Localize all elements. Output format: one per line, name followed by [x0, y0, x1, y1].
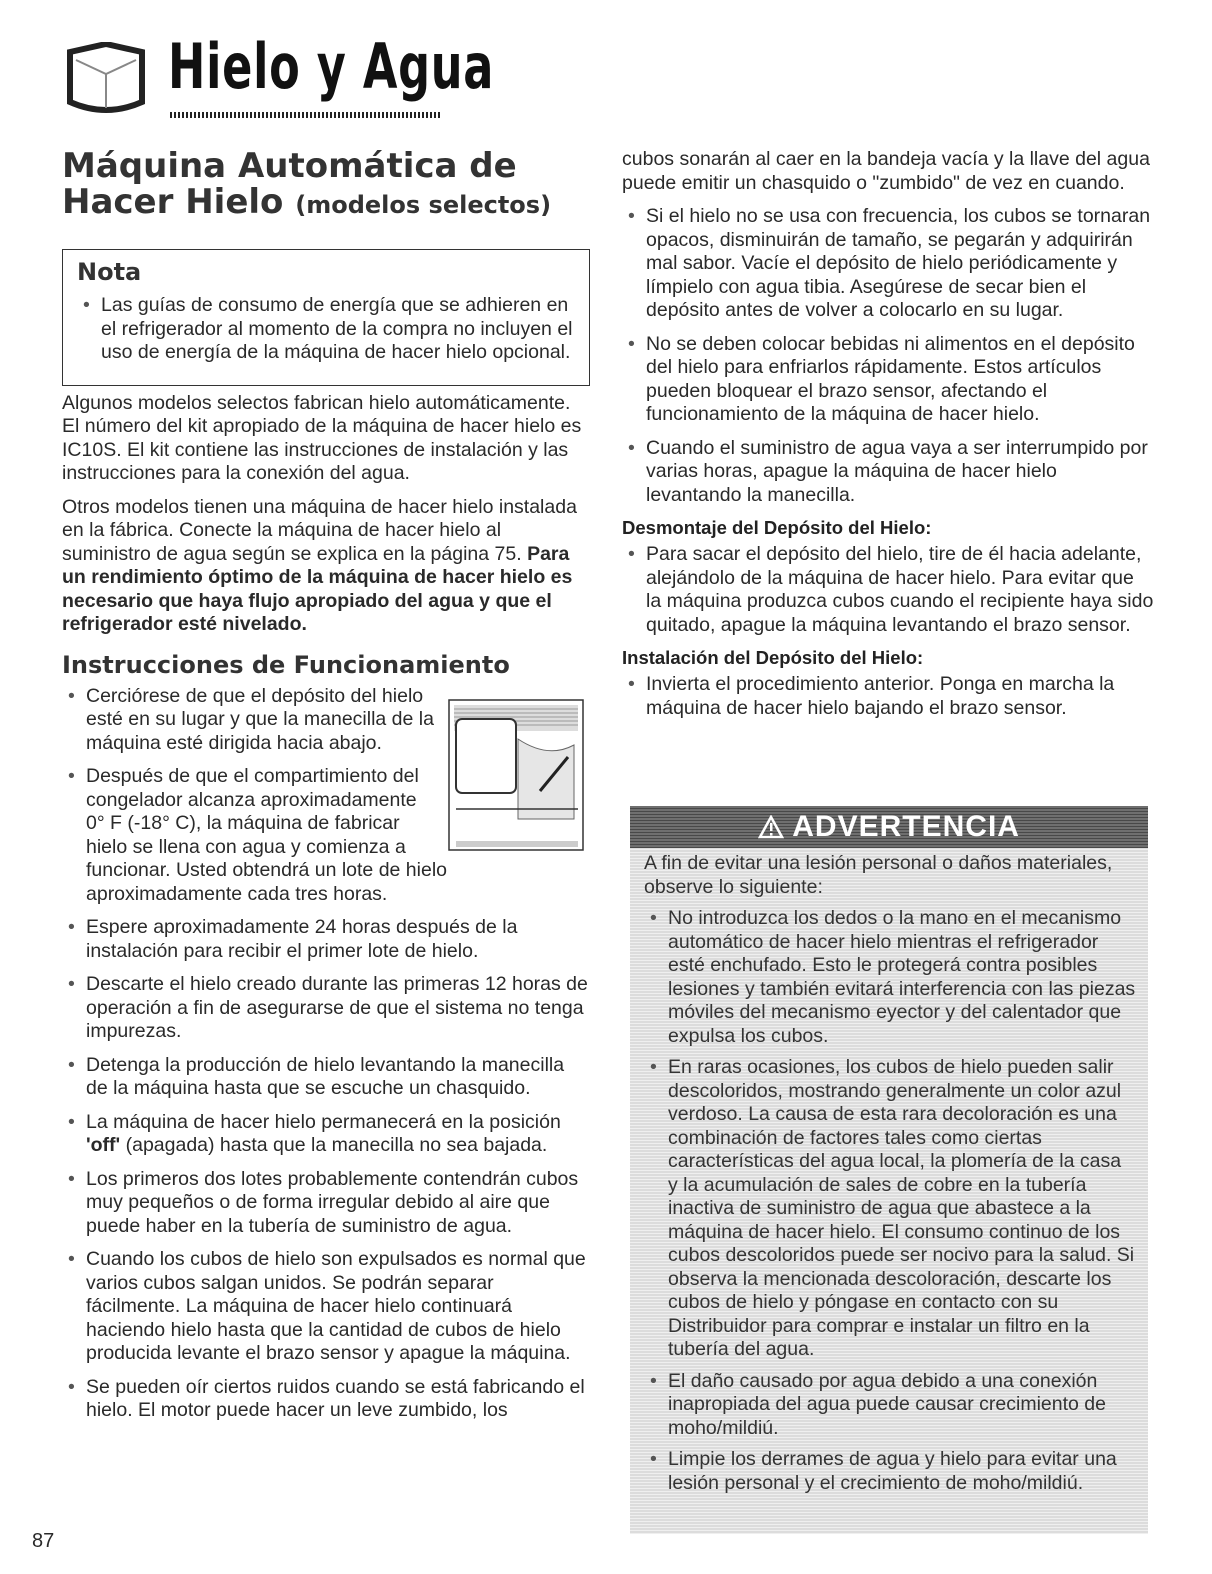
warning-item: • En raras ocasiones, los cubos de hielo pueden salir descoloridos, mostrando generalmente un color azul verdoso. La causa de esta rara decoloración es una combinación de factores tales como ciertas características del agua local, la plomería de la casa y la acumulación de sales de cobre en la tubería inactiva de suministro de agua que abastece a la máquina de hacer hielo. El consumo continuo de los cubos descoloridos puede ser nocivo para la salud. Si observa la mencionada descoloración, descarte los cubos de hielo y póngase en contacto con su Distribuidor para comprar e instalar un filtro en la tubería del agua.	[644, 1056, 1136, 1362]
warning-title: ADVERTENCIA	[792, 810, 1020, 843]
list-item: • Detenga la producción de hielo levantando la manecilla de la máquina hasta que se escuche un chasquido.	[62, 1054, 590, 1101]
subheading-instructions: Instrucciones de Funcionamiento	[62, 650, 510, 679]
list-item: • Cuando los cubos de hielo son expulsados es normal que varios cubos salgan unidos. Se podrán separar fácilmente. La máquina de hacer hielo continuará haciendo hielo hasta que la cantidad de cubos de hielo producida levante el brazo sensor y apague la máquina.	[62, 1248, 590, 1366]
warning-box	[630, 806, 1148, 1534]
list-item: • Cuando el suministro de agua vaya a ser interrumpido por varias horas, apague la máquina de hacer hielo levantando la manecilla.	[622, 437, 1154, 508]
list-item: • Para sacar el depósito del hielo, tire de él hacia adelante, alejándolo de la máquina de hacer hielo. Para evitar que la máquina produzca cubos cuando el recipiente haya sido quitado, apague la máquina levantando el brazo sensor.	[622, 543, 1154, 637]
left-column	[62, 148, 590, 1433]
list-item: • No se deben colocar bebidas ni alimentos en el depósito del hielo para enfriarlos rápidamente. Estos artículos pueden bloquear el brazo sensor, afectando el funcionamiento de la máquina de hacer hielo.	[622, 333, 1154, 427]
list-item: • Si el hielo no se usa con frecuencia, los cubos se tornaran opacos, disminuirán de tamaño, se pegarán y adquirirán mal sabor. Vacíe el depósito de hielo periódicamente y límpielo con agua tibia. Asegúrese de secar bien el depósito antes de volver a colocarlo en su lugar.	[622, 205, 1154, 323]
paragraph: cubos sonarán al caer en la bandeja vacía y la llave del agua puede emitir un chasquido o "zumbido" de vez en cuando.	[622, 148, 1150, 194]
page-number: 87	[32, 1530, 55, 1552]
list-item: • Después de que el compartimiento del congelador alcanza aproximadamente 0° F (-18° C), la máquina de fabricar hielo se llena con agua y comienza a funcionar. Usted obtendrá un lote de hielo aproximadamente cada tres horas.	[62, 765, 590, 906]
list-item: • Invierta el procedimiento anterior. Ponga en marcha la máquina de hacer hielo bajando el brazo sensor.	[622, 673, 1154, 720]
note-box	[62, 249, 590, 386]
removal-heading: Desmontaje del Depósito del Hielo:	[622, 517, 932, 538]
warning-item: • El daño causado por agua debido a una conexión inapropiada del agua puede causar crecimiento de moho/mildiú.	[644, 1370, 1136, 1441]
list-item: • Cerciórese de que el depósito del hielo esté en su lugar y que la manecilla de la máquina esté dirigida hacia abajo.	[62, 685, 590, 756]
list-item: • Descarte el hielo creado durante las primeras 12 horas de operación a fin de asegurarse de que el sistema no tenga impurezas.	[62, 973, 590, 1044]
section-title: Máquina Automática de Hacer Hielo (modelos selectos)	[62, 146, 552, 222]
note-title: Nota	[77, 258, 142, 286]
list-item: • Se pueden oír ciertos ruidos cuando se está fabricando el hielo. El motor puede hacer un leve zumbido, los	[62, 1376, 590, 1423]
list-item: • La máquina de hacer hielo permanecerá en la posición 'off' (apagada) hasta que la manecilla no sea bajada.	[62, 1111, 590, 1158]
paragraph: Algunos modelos selectos fabrican hielo automáticamente. El número del kit apropiado de la máquina de hacer hielo es IC10S. El kit contiene las instrucciones de instalación y las instrucciones para la conexión del agua.	[62, 391, 582, 484]
right-column	[622, 148, 1154, 730]
ice-cube-icon	[62, 42, 148, 116]
title-underline	[170, 112, 442, 118]
warning-intro: A fin de evitar una lesión personal o daños materiales, observe lo siguiente:	[644, 852, 1113, 898]
install-heading: Instalación del Depósito del Hielo:	[622, 647, 924, 668]
warning-header	[630, 806, 1148, 848]
paragraph: Otros modelos tienen una máquina de hacer hielo instalada en la fábrica. Conecte la máquina de hacer hielo al suministro de agua según se explica en la página 75. Para un rendimiento óptimo de la máquina de hacer hielo es necesario que haya flujo apropiado del agua y que el refrigerador esté nivelado.	[62, 495, 577, 635]
warning-body	[644, 852, 1136, 1503]
section-title-suffix: (modelos selectos)	[295, 191, 552, 219]
warning-item: • Limpie los derrames de agua y hielo para evitar una lesión personal y el crecimiento de moho/mildiú.	[644, 1448, 1136, 1495]
list-item: • Los primeros dos lotes probablemente contendrán cubos muy pequeños o de forma irregular debido al aire que puede haber en la tubería de suministro de agua.	[62, 1168, 590, 1239]
list-item: • Espere aproximadamente 24 horas después de la instalación para recibir el primer lote de hielo.	[62, 916, 590, 963]
note-item: • Las guías de consumo de energía que se adhieren en el refrigerador al momento de la compra no incluyen el uso de energía de la máquina de hacer hielo opcional.	[77, 294, 575, 365]
warning-item: • No introduzca los dedos o la mano en el mecanismo automático de hacer hielo mientras el refrigerador esté enchufado. Esto le protegerá contra posibles lesiones y también evitará interferencia con las piezas móviles del mecanismo eyector y del calentador que expulsa los cubos.	[644, 907, 1136, 1048]
page-title: Hielo y Agua	[168, 30, 495, 103]
warning-triangle-icon	[758, 815, 784, 839]
